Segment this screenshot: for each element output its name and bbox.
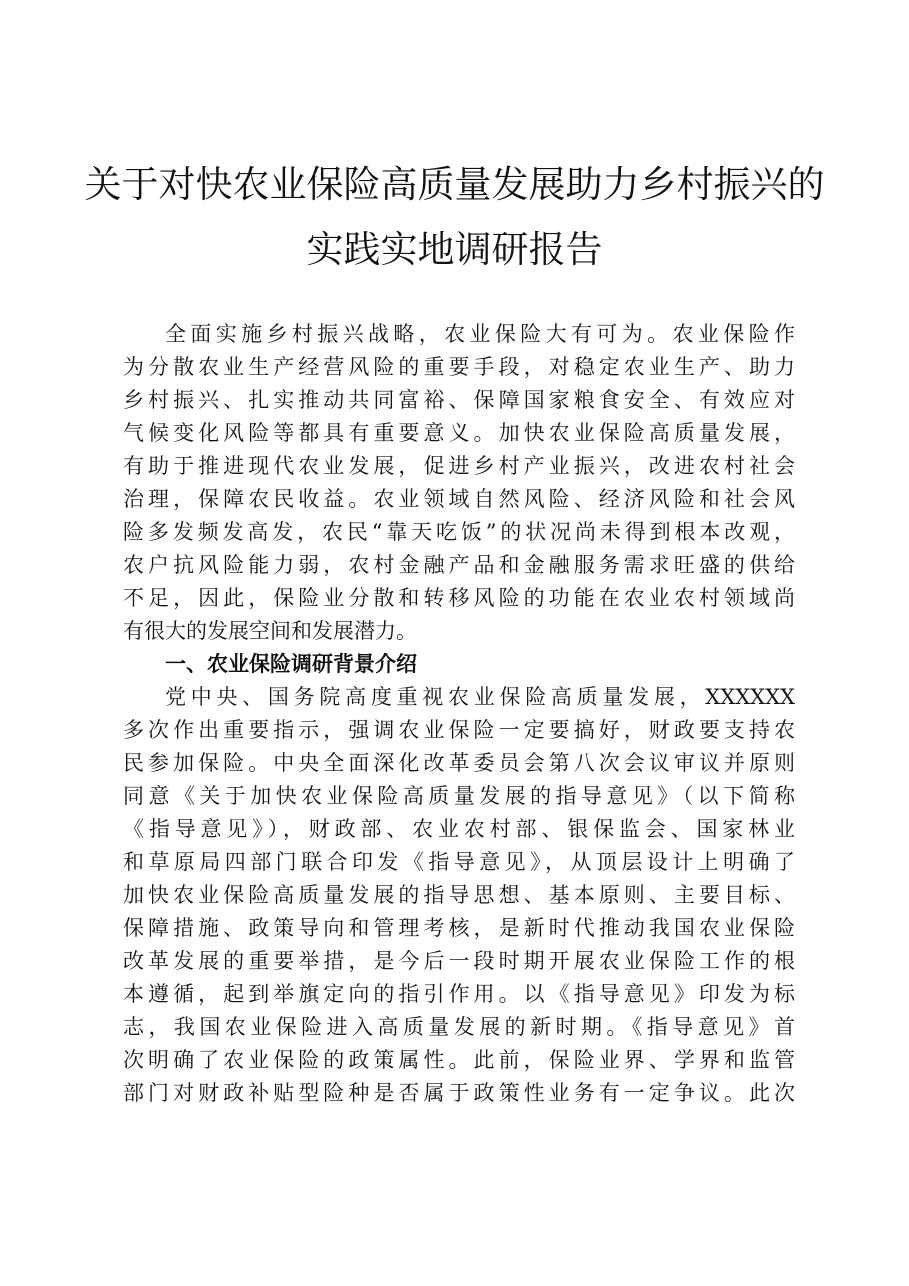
paragraph-line: 党中央、国务院高度重视农业保险高质量发展，XXXXXX: [165, 685, 795, 709]
paragraph-line: 有助于推进现代农业发展，促进乡村产业振兴，改进农村社会: [123, 454, 795, 478]
paragraph-line: 全面实施乡村振兴战略，农业保险大有可为。农业保险作: [165, 322, 795, 346]
paragraph-line: 加快农业保险高质量发展的指导思想、基本原则、主要目标、: [123, 883, 795, 907]
paragraph-line: 为分散农业生产经营风险的重要手段，对稳定农业生产、助力: [123, 355, 795, 379]
document-title-line-2: 实践实地调研报告: [306, 228, 603, 271]
paragraph-line: 有很大的发展空间和发展潜力。: [123, 619, 417, 643]
paragraph-line: 次明确了农业保险的政策属性。此前，保险业界、学界和监管: [123, 1048, 795, 1072]
paragraph-line: 多次作出重要指示，强调农业保险一定要搞好，财政要支持农: [123, 718, 795, 742]
paragraph-line: 部门对财政补贴型险种是否属于政策性业务有一定争议。此次: [123, 1081, 795, 1105]
paragraph-line: 同意《关于加快农业保险高质量发展的指导意见》（以下简称: [123, 784, 795, 808]
paragraph-line: 和草原局四部门联合印发《指导意见》，从顶层设计上明确了: [123, 850, 795, 874]
paragraph-line: 志，我国农业保险进入高质量发展的新时期。《指导意见》首: [123, 1015, 795, 1039]
paragraph-line: 险多发频发高发，农民“靠天吃饭”的状况尚未得到根本改观，: [123, 520, 795, 544]
paragraph-line: 本遵循，起到举旗定向的指引作用。以《指导意见》印发为标: [123, 982, 795, 1006]
paragraph-line: 改革发展的重要举措，是今后一段时期开展农业保险工作的根: [123, 949, 795, 973]
section-heading: 一、农业保险调研背景介绍: [165, 652, 417, 676]
paragraph-line: 农户抗风险能力弱，农村金融产品和金融服务需求旺盛的供给: [123, 553, 795, 577]
paragraph-line: 不足，因此，保险业分散和转移风险的功能在农业农村领域尚: [123, 586, 795, 610]
document-body: [123, 318, 795, 1110]
paragraph-line: 气候变化风险等都具有重要意义。加快农业保险高质量发展，: [123, 421, 795, 445]
paragraph-line: 治理，保障农民收益。农业领域自然风险、经济风险和社会风: [123, 487, 795, 511]
paragraph-line: 保障措施、政策导向和管理考核，是新时代推动我国农业保险: [123, 916, 795, 940]
paragraph-line: 《指导意见》），财政部、农业农村部、银保监会、国家林业: [123, 817, 795, 841]
paragraph-line: 乡村振兴、扎实推动共同富裕、保障国家粮食安全、有效应对: [123, 388, 795, 412]
paragraph-line: 民参加保险。中央全面深化改革委员会第八次会议审议并原则: [123, 751, 795, 775]
document-title-line-1: 关于对快农业保险高质量发展助力乡村振兴的: [84, 163, 825, 206]
